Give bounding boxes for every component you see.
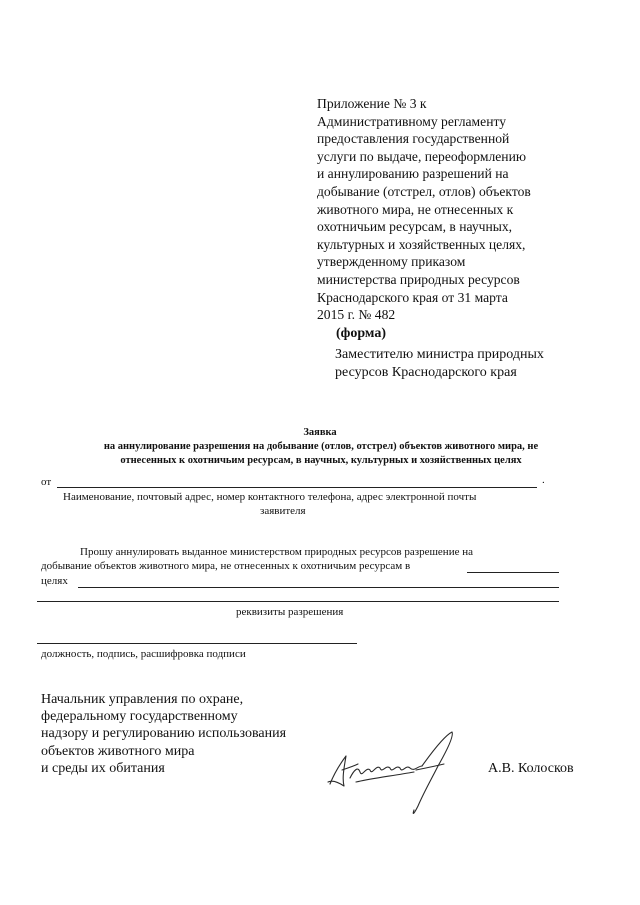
- form-label: (форма): [336, 326, 387, 341]
- appendix-line: 2015 г. № 482: [317, 307, 396, 323]
- request-line-2: добывание объектов животного мира, не отнесенных к охотничьим ресурсам в: [41, 560, 411, 572]
- official-title-line: объектов животного мира: [41, 743, 195, 759]
- official-name: А.В. Колосков: [488, 761, 574, 776]
- appendix-line: министерства природных ресурсов: [317, 271, 520, 287]
- application-title: Заявка: [303, 427, 337, 438]
- addressee-line-2: ресурсов Краснодарского края: [335, 365, 517, 380]
- request-line-1: Прошу аннулировать выданное министерством природных ресурсов разрешение на: [80, 546, 473, 558]
- applicant-signature-field-line[interactable]: [37, 643, 357, 644]
- appendix-line: культурных и хозяйственных целях,: [317, 236, 526, 252]
- official-title-line: федеральному государственному: [41, 709, 238, 725]
- addressee-line-1: Заместителю министра природных: [335, 347, 544, 362]
- permit-details-caption: реквизиты разрешения: [236, 606, 344, 618]
- purpose-field-line-1[interactable]: [467, 572, 559, 573]
- appendix-line: охотничьим ресурсам, в научных,: [317, 219, 513, 235]
- applicant-caption-line-1: Наименование, почтовый адрес, номер контактного телефона, адрес электронной почты: [63, 491, 477, 503]
- appendix-block: [317, 95, 567, 324]
- official-title-block: [41, 691, 286, 777]
- appendix-line: добывание (отстрел, отлов) объектов: [317, 183, 531, 199]
- appendix-line: Приложение № 3 к: [317, 96, 427, 111]
- appendix-line: Административному регламенту: [317, 113, 507, 129]
- from-end-mark: .: [542, 474, 545, 486]
- application-subtitle-line-2: отнесенных к охотничьим ресурсам, в научных, культурных и хозяйственных целях: [120, 454, 522, 466]
- signature-caption: должность, подпись, расшифровка подписи: [41, 648, 246, 660]
- appendix-line: Краснодарского края от 31 марта: [317, 289, 508, 305]
- appendix-line: услуги по выдаче, переоформлению: [317, 148, 527, 164]
- appendix-line: утвержденному приказом: [317, 254, 466, 270]
- from-label: от: [41, 476, 52, 488]
- application-subtitle-line-1: на аннулирование разрешения на добывание (отлов, отстрел) объектов животного мира, не: [103, 441, 539, 452]
- permit-details-field-line[interactable]: [37, 601, 559, 602]
- purpose-field-line-2[interactable]: [78, 587, 559, 588]
- official-title-line: Начальник управления по охране,: [41, 692, 244, 707]
- application-subtitle: [26, 440, 616, 467]
- applicant-field-line[interactable]: [57, 487, 537, 488]
- appendix-line: и аннулированию разрешений на: [317, 166, 509, 182]
- request-line-3: целях: [41, 575, 68, 587]
- official-title-line: и среды их обитания: [41, 760, 165, 776]
- official-title-line: надзору и регулированию использования: [41, 726, 287, 742]
- handwritten-signature: [322, 726, 482, 822]
- appendix-line: животного мира, не отнесенных к: [317, 201, 514, 217]
- appendix-line: предоставления государственной: [317, 131, 510, 147]
- applicant-caption-line-2: заявителя: [260, 505, 306, 517]
- addressee: [335, 346, 544, 382]
